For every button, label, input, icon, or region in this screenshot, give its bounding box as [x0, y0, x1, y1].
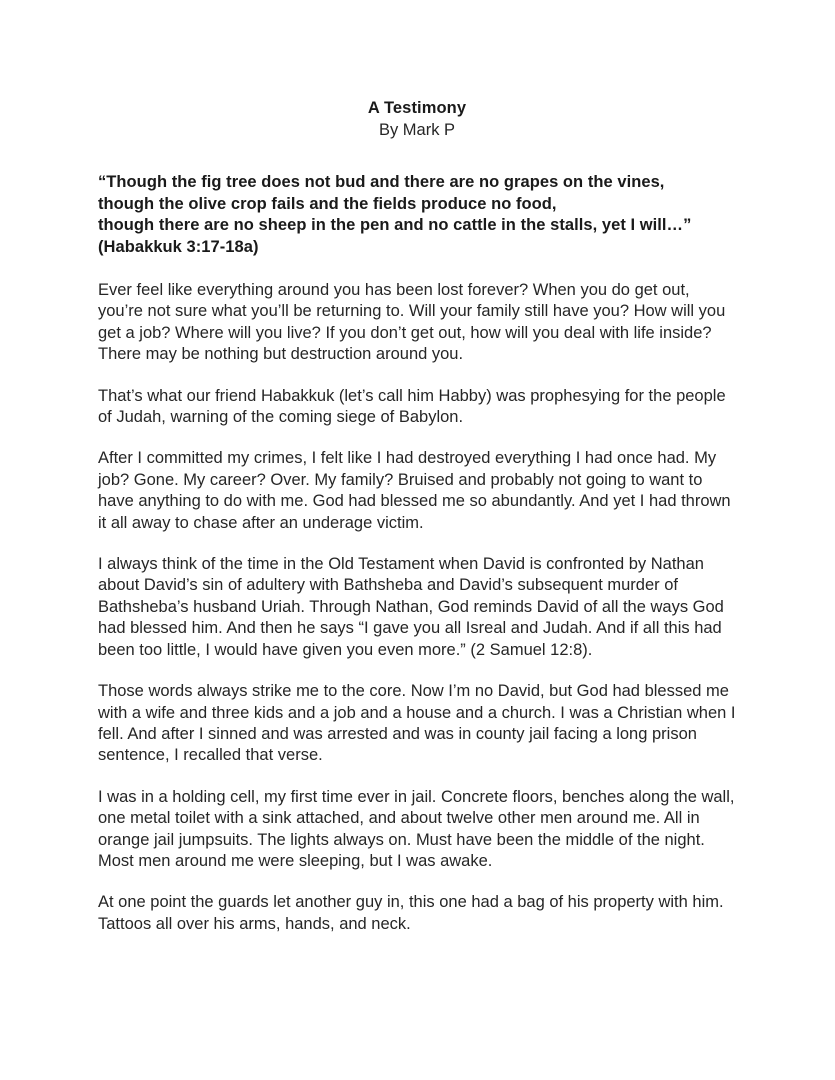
page-content-area: [98, 98, 736, 935]
body-paragraph: At one point the guards let another guy in, this one had a bag of his property with him. Tattoos all over his arms, hands, and neck.: [98, 893, 724, 933]
author-byline: By Mark P: [378, 121, 456, 139]
epigraph-line: though there are no sheep in the pen and no cattle in the stalls, yet I will…”: [98, 216, 692, 234]
title-block: [98, 98, 736, 141]
scripture-epigraph: [98, 172, 736, 258]
body-paragraph: After I committed my crimes, I felt like I had destroyed everything I had once had. My job? Gone. My career? Over. My family? Bruised and probably not going to want to have anything to do with me. God had blessed me so abundantly. And yet I had thrown it all away to chase after an underage victim.: [98, 449, 731, 532]
body-paragraph: I always think of the time in the Old Testament when David is confronted by Nathan about David’s sin of adultery with Bathsheba and David’s subsequent murder of Bathsheba’s husband Uriah. Through Nathan, God reminds David of all the ways God had blessed him. And then he says “I gave you all Isreal and Judah. And if all this had been too little, I would have given you even more.” (2 Samuel 12:8).: [98, 555, 724, 659]
body-copy: [98, 280, 736, 935]
body-paragraph: That’s what our friend Habakkuk (let’s call him Habby) was prophesying for the people of Judah, warning of the coming siege of Babylon.: [98, 386, 726, 427]
epigraph-line: though the olive crop fails and the fields produce no food,: [98, 194, 557, 213]
body-paragraph: Those words always strike me to the core. Now I’m no David, but God had blessed me with a wife and three kids and a job and a house and a church. I was a Christian when I fell. And after I sinned and was arrested and was in county jail facing a long prison sentence, I recalled that verse.: [98, 682, 736, 765]
body-paragraph: Ever feel like everything around you has been lost forever? When you do get out, you’re not sure what you’ll be returning to. Will your family still have you? How will you get a job? Where will you live? If you don’t get out, how will you deal with life inside? There may be nothing but destruction around you.: [98, 281, 726, 364]
epigraph-line: “Though the fig tree does not bud and there are no grapes on the vines,: [98, 173, 665, 191]
page-title: A Testimony: [367, 99, 467, 117]
body-paragraph: I was in a holding cell, my first time ever in jail. Concrete floors, benches along the wall, one metal toilet with a sink attached, and about twelve other men around me. All in orange jail jumpsuits. The lights always on. Must have been the middle of the night. Most men around me were sleeping, but I was awake.: [98, 787, 735, 870]
epigraph-citation: (Habakkuk 3:17-18a): [98, 237, 259, 256]
